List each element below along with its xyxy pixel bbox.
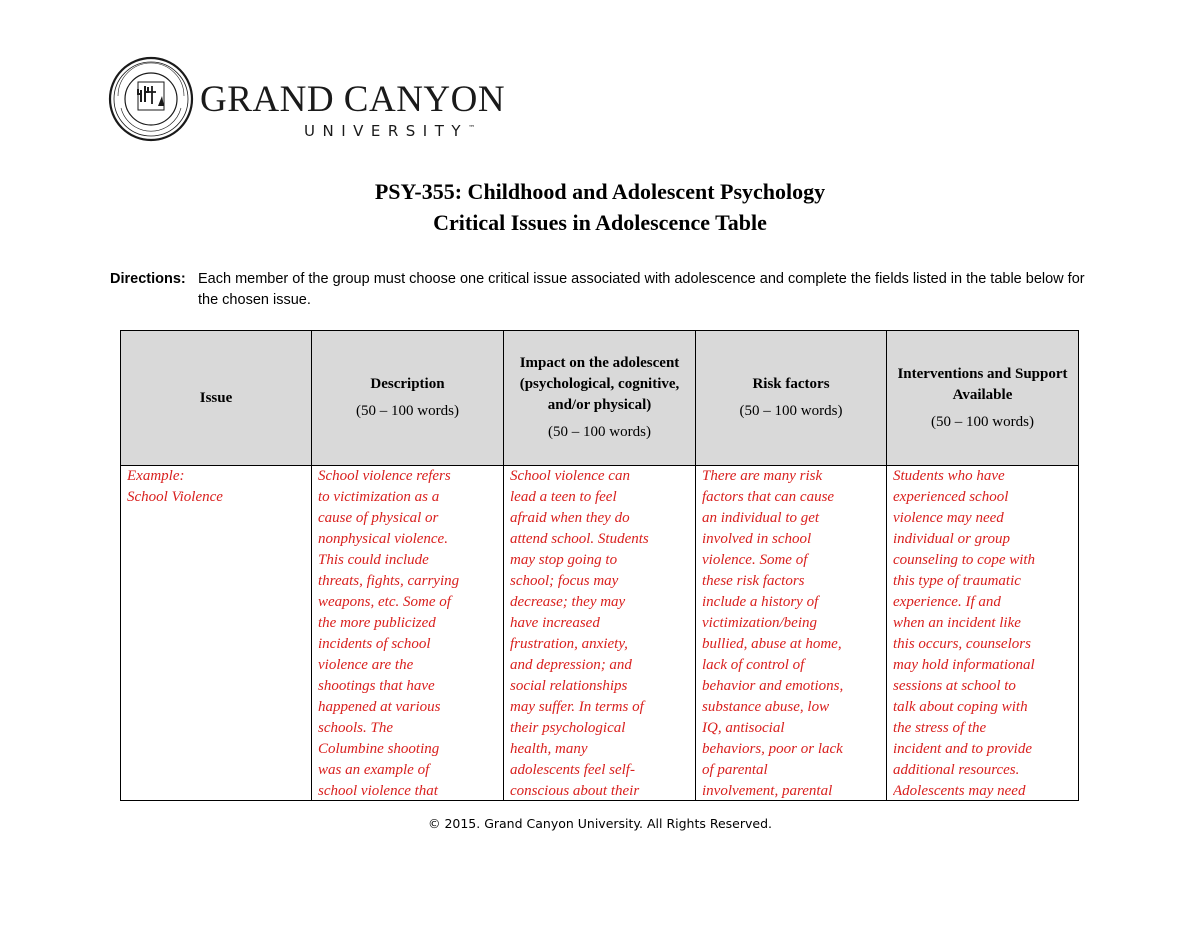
logo-wordmark-university: UNIVERSITY™ [304,122,476,140]
cell-line: was an example of [318,762,430,778]
cell-line: substance abuse, low [702,699,830,715]
cell-line: when an incident like [893,615,1021,631]
cell-line: violence. Some of [702,552,808,568]
cell-interventions [887,466,1079,801]
directions [110,269,1095,311]
cell-line: this type of traumatic [893,573,1021,589]
cell-line: decrease; they may [510,594,626,610]
cell-line: counseling to cope with [893,552,1036,568]
cell-line: experienced school [893,489,1009,505]
table-title: Critical Issues in Adolescence Table [433,210,767,235]
copyright-footer: © 2015. Grand Canyon University. All Rights Reserved. [427,816,773,831]
cell-line: involved in school [702,531,812,547]
cell-line: school violence that [318,783,438,799]
cell-line: schools. The [318,720,393,736]
university-seal-icon [108,56,194,142]
cell-line: weapons, etc. Some of [318,594,451,610]
cell-line: of parental [702,762,768,778]
cell-text [510,466,689,800]
cell-text [127,466,305,800]
header-word-count: (50 – 100 words) [931,413,1034,430]
cell-issue [121,466,312,801]
header-risk-factors: Risk factors (50 – 100 words) [696,331,887,466]
cell-line: individual or group [893,531,1010,547]
cell-line: talk about coping with [893,699,1028,715]
header-word-count: (50 – 100 words) [739,403,843,419]
header-interventions: Interventions and Support Available (50 – 100 words) [887,331,1079,466]
cell-line: threats, fights, carrying [318,573,460,589]
table-row [121,466,1079,801]
cell-line: the stress of the [893,720,987,736]
cell-line: to victimization as a [318,489,440,505]
gcu-logo [108,56,506,146]
directions-text: Each member of the group must choose one critical issue associated with adolescence and complete the fields listed in the table below for the chosen issue. [198,271,1085,308]
cell-line: happened at various [318,699,441,715]
cell-impact [504,466,696,801]
cell-line: Adolescents may need [893,783,1026,799]
cell-line: frustration, anxiety, [510,636,628,652]
logo-wordmark-grand-canyon: GRAND CANYON [200,79,506,120]
cell-text [702,466,880,800]
cell-line: There are many risk [702,468,823,484]
cell-line: incident and to provide [893,741,1032,757]
cell-line: school; focus may [510,573,619,589]
cell-line: factors that can cause [702,489,835,505]
cell-line: may suffer. In terms of [510,699,644,715]
cell-text [318,466,497,800]
cell-text [893,466,1072,800]
cell-line: bullied, abuse at home, [702,636,842,652]
cell-line: attend school. Students [510,531,649,547]
header-description: Description (50 – 100 words) [312,331,504,466]
cell-line: lead a teen to feel [510,489,617,505]
cell-line: afraid when they do [510,510,630,526]
cell-line: School Violence [127,489,223,505]
cell-line: sessions at school to [893,678,1016,694]
cell-line: This could include [318,552,429,568]
header-impact: Impact on the adolescent (psychological, cognitive, and/or physical) (50 – 100 words) [504,331,696,466]
trademark-symbol: ™ [468,124,476,132]
cell-line: behavior and emotions, [702,678,844,694]
course-title: PSY-355: Childhood and Adolescent Psychology [374,179,826,204]
cell-line: their psychological [510,720,626,736]
cell-line: health, many [510,741,588,757]
cell-line: violence are the [318,657,414,673]
cell-line: Columbine shooting [318,741,440,757]
cell-line: IQ, antisocial [702,720,785,736]
cell-line: incidents of school [318,636,431,652]
table-header-row [121,331,1079,466]
cell-line: nonphysical violence. [318,531,448,547]
cell-line: violence may need [893,510,1004,526]
cell-line: involvement, parental [702,783,833,799]
header-issue: Issue [121,331,312,466]
document-title [0,176,1200,238]
cell-line: victimization/being [702,615,817,631]
cell-line: shootings that have [318,678,435,694]
cell-line: Example: [127,468,185,484]
cell-line: School violence refers [318,468,451,484]
header-word-count: (50 – 100 words) [356,403,459,419]
cell-line: an individual to get [702,510,820,526]
cell-line: the more publicized [318,615,436,631]
cell-line: include a history of [702,594,819,610]
cell-line: these risk factors [702,573,805,589]
cell-risk-factors [696,466,887,801]
header-word-count: (50 – 100 words) [548,424,651,440]
cell-line: School violence can [510,468,630,484]
cell-line: lack of control of [702,657,805,673]
cell-line: Students who have [893,468,1005,484]
cell-line: adolescents feel self- [510,762,635,778]
cell-line: conscious about their [510,783,640,799]
cell-line: have increased [510,615,600,631]
critical-issues-table [120,330,1079,801]
cell-line: social relationships [510,678,628,694]
directions-label: Directions: [110,271,186,287]
cell-line: additional resources. [893,762,1020,778]
cell-line: behaviors, poor or lack [702,741,843,757]
cell-line: experience. If and [893,594,1001,610]
cell-line: cause of physical or [318,510,439,526]
cell-description [312,466,504,801]
cell-line: may stop going to [510,552,618,568]
cell-line: this occurs, counselors [893,636,1031,652]
cell-line: may hold informational [893,657,1035,673]
cell-line: and depression; and [510,657,632,673]
